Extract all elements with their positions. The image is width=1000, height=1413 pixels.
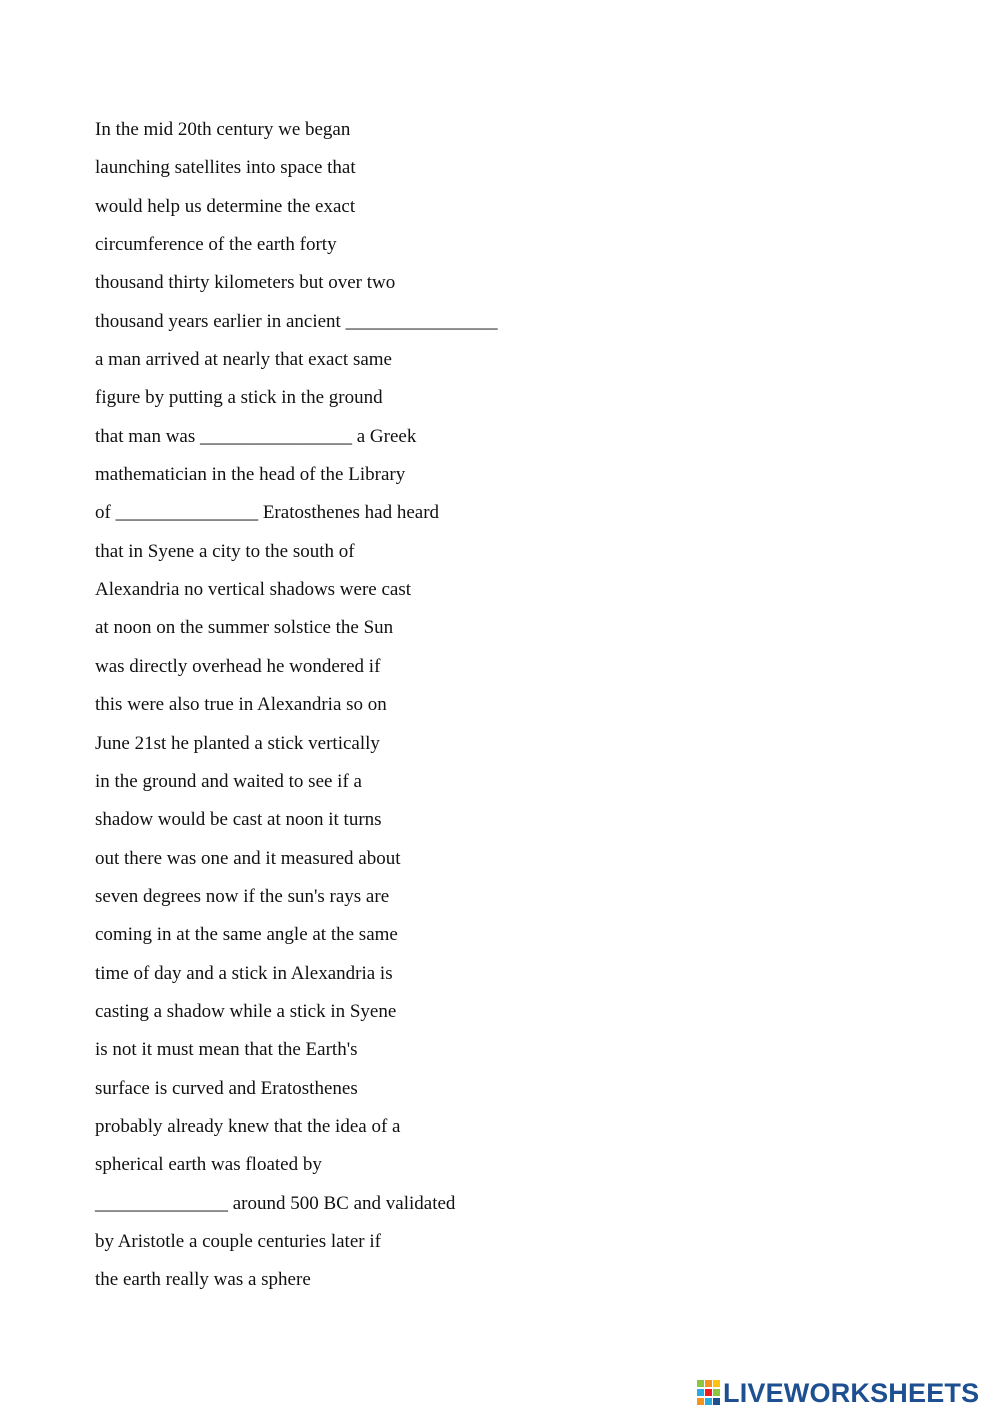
text-line: Alexandria no vertical shadows were cast [95,579,412,601]
text-line: coming in at the same angle at the same [95,924,398,946]
text-line: that in Syene a city to the south of [95,540,355,562]
text-line: In the mid 20th century we began [95,119,351,140]
text-line: time of day and a stick in Alexandria is [95,962,393,984]
text-line: probably already knew that the idea of a [95,1115,401,1137]
text-line: would help us determine the exact [95,195,356,217]
text-line: the earth really was a sphere [95,1269,311,1291]
liveworksheets-logo-icon [697,1380,721,1406]
text-line: launching satellites into space that [95,157,356,179]
text-line-with-blank: that man was ________________ a Greek [95,425,417,447]
text-line: spherical earth was floated by [95,1154,322,1176]
text-line-with-blank: thousand years earlier in ancient ________________ [95,310,498,332]
logo-wordmark: LIVEWORKSHEETS [723,1377,980,1408]
text-line: circumference of the earth forty [95,234,337,256]
text-line: casting a shadow while a stick in Syene [95,1000,397,1022]
text-line-with-blank: of _______________ Eratosthenes had heard [95,502,440,524]
text-line: at noon on the summer solstice the Sun [95,617,394,639]
text-line: this were also true in Alexandria so on [95,694,387,716]
text-line: seven degrees now if the sun's rays are [95,885,390,907]
text-line: shadow would be cast at noon it turns [95,809,382,831]
text-line: is not it must mean that the Earth's [95,1039,358,1061]
text-line-with-blank: ______________ around 500 BC and validated [95,1192,456,1214]
text-line: in the ground and waited to see if a [95,770,362,792]
text-line: out there was one and it measured about [95,847,401,869]
text-line: by Aristotle a couple centuries later if [95,1230,381,1252]
text-line: thousand thirty kilometers but over two [95,272,396,294]
text-line: mathematician in the head of the Library [95,464,406,486]
liveworksheets-logo [697,1378,979,1408]
text-line: a man arrived at nearly that exact same [95,349,392,371]
text-line: June 21st he planted a stick vertically [95,732,380,754]
text-line: figure by putting a stick in the ground [95,387,383,409]
text-line: was directly overhead he wondered if [95,655,381,677]
worksheet-text [95,116,695,1305]
text-line: surface is curved and Eratosthenes [95,1077,358,1099]
